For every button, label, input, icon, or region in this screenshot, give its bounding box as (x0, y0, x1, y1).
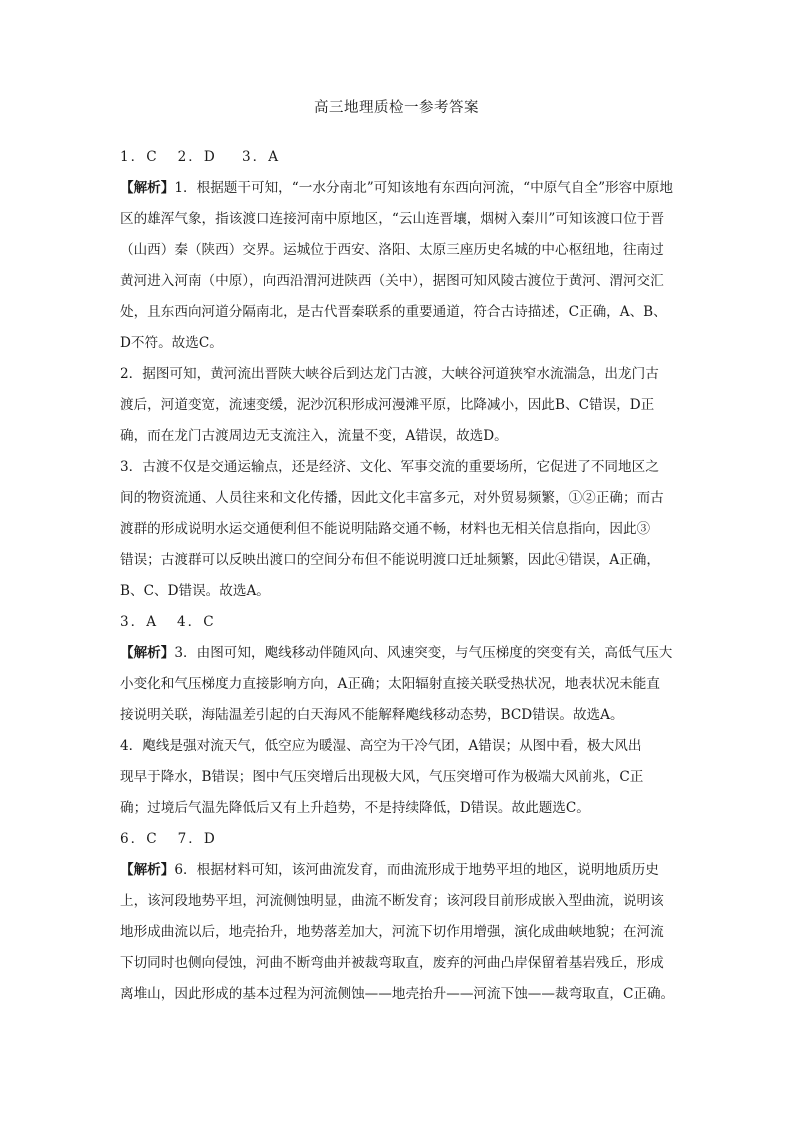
line-text: 离堆山，因此形成的基本过程为河流侧蚀——地壳抬升——河流下蚀——裁弯取直，C正确。 (120, 986, 675, 1002)
line-text: 黄河进入河南（中原），向西沿渭河进陕西（关中），据图可知风陵古渡位于黄河、渭河交汇 (120, 273, 664, 289)
line-text: 确，而在龙门古渡周边无支流注入，流量不变，A错误，故选D。 (120, 428, 508, 444)
line-text: 接说明关联，海陆温差引起的白天海风不能解释飑线移动态势，BCD错误。故选A。 (120, 707, 624, 723)
explanation-line (120, 452, 686, 483)
line-text: D不符。故选C。 (120, 335, 223, 351)
analysis-tag: 【解析】 (120, 180, 175, 196)
explanation-line (120, 762, 686, 793)
line-text: 处，且东西向河道分隔南北，是古代晋秦联系的重要通道，符合古诗描述，C正确，A、B、 (120, 304, 667, 320)
explanation-line (120, 328, 686, 359)
line-text: 6．C 7．D (120, 831, 217, 847)
answer-key-line (120, 607, 686, 638)
explanation-line (120, 948, 686, 979)
explanation-line (120, 173, 686, 204)
explanation-line (120, 266, 686, 297)
line-text: B、C、D错误。故选A。 (120, 583, 270, 599)
line-text: 错误；古渡群可以反映出渡口的空间分布但不能说明渡口迁址频繁，因此④错误，A正确， (120, 552, 660, 568)
explanation-line (120, 421, 686, 452)
line-text: 地形成曲流以后，地壳抬升，地势落差加大，河流下切作用增强，演化成曲峡地貌；在河流 (120, 924, 664, 940)
line-text: 上，该河段地势平坦，河流侧蚀明显，曲流不断发育；该河段目前形成嵌入型曲流，说明该 (120, 893, 664, 909)
line-text: 2．据图可知，黄河流出晋陕大峡谷后到达龙门古渡，大峡谷河道狭窄水流湍急，出龙门古 (120, 366, 659, 382)
line-text: 3．A 4．C (120, 614, 216, 630)
explanation-line (120, 514, 686, 545)
line-text: 3．由图可知，飑线移动伴随风向、风速突变，与气压梯度的突变有关，高低气压大 (174, 645, 673, 661)
explanation-line (120, 917, 686, 948)
explanation-line (120, 545, 686, 576)
line-text: 3．古渡不仅是交通运输点，还是经济、文化、军事交流的重要场所，它促进了不同地区之 (120, 459, 659, 475)
explanation-line (120, 390, 686, 421)
answer-content (120, 142, 686, 1010)
line-text: 现早于降水，B错误；图中气压突增后出现极大风，气压突增可作为极端大风前兆，C正 (120, 769, 644, 785)
explanation-line (120, 297, 686, 328)
line-text: 4．飑线是强对流天气，低空应为暖湿、高空为干冷气团，A错误；从图中看，极大风出 (120, 738, 642, 754)
line-text: 渡群的形成说明水运交通便利但不能说明陆路交通不畅，材料也无相关信息指向，因此③ (120, 521, 651, 537)
analysis-tag: 【解析】 (120, 645, 175, 661)
line-text: 渡后，河道变宽，流速变缓，泥沙沉积形成河漫滩平原，比降减小，因此B、C错误，D正 (120, 397, 655, 413)
explanation-line (120, 483, 686, 514)
line-text: 1．根据题干可知，“一水分南北”可知该地有东西向河流，“中原气自全”形容中原地 (174, 180, 674, 196)
explanation-line (120, 669, 686, 700)
line-text: 确；过境后气温先降低后又有上升趋势，不是持续降低，D错误。故此题选C。 (120, 800, 590, 816)
explanation-line (120, 359, 686, 390)
line-text: 小变化和气压梯度力直接影响方向，A正确；太阳辐射直接关联受热状况，地表状况未能直 (120, 676, 660, 692)
explanation-line (120, 204, 686, 235)
explanation-line (120, 700, 686, 731)
line-text: （山西）秦（陕西）交界。运城位于西安、洛阳、太原三座历史名城的中心枢纽地，往南过 (120, 242, 664, 258)
line-text: 下切同时也侧向侵蚀，河曲不断弯曲并被裁弯取直，废弃的河曲凸岸保留着基岩残丘，形成 (120, 955, 664, 971)
explanation-line (120, 576, 686, 607)
explanation-line (120, 638, 686, 669)
explanation-line (120, 235, 686, 266)
page-title: 高三地理质检一参考答案 (314, 100, 479, 116)
line-text: 区的雄浑气象，指该渡口连接河南中原地区，“云山连晋壤，烟树入秦川”可知该渡口位于晋 (120, 211, 665, 227)
explanation-line (120, 731, 686, 762)
answer-key-line (120, 824, 686, 855)
answer-key-line (120, 142, 686, 173)
analysis-tag: 【解析】 (120, 862, 175, 878)
explanation-line (120, 855, 686, 886)
line-text: 6．根据材料可知，该河曲流发育，而曲流形成于地势平坦的地区，说明地质历史 (174, 862, 659, 878)
explanation-line (120, 979, 686, 1010)
explanation-line (120, 886, 686, 917)
line-text: 间的物资流通、人员往来和文化传播，因此文化丰富多元，对外贸易频繁，①②正确；而古 (120, 490, 664, 506)
explanation-line (120, 793, 686, 824)
line-text: 1．C 2．D 3．A (120, 149, 281, 165)
